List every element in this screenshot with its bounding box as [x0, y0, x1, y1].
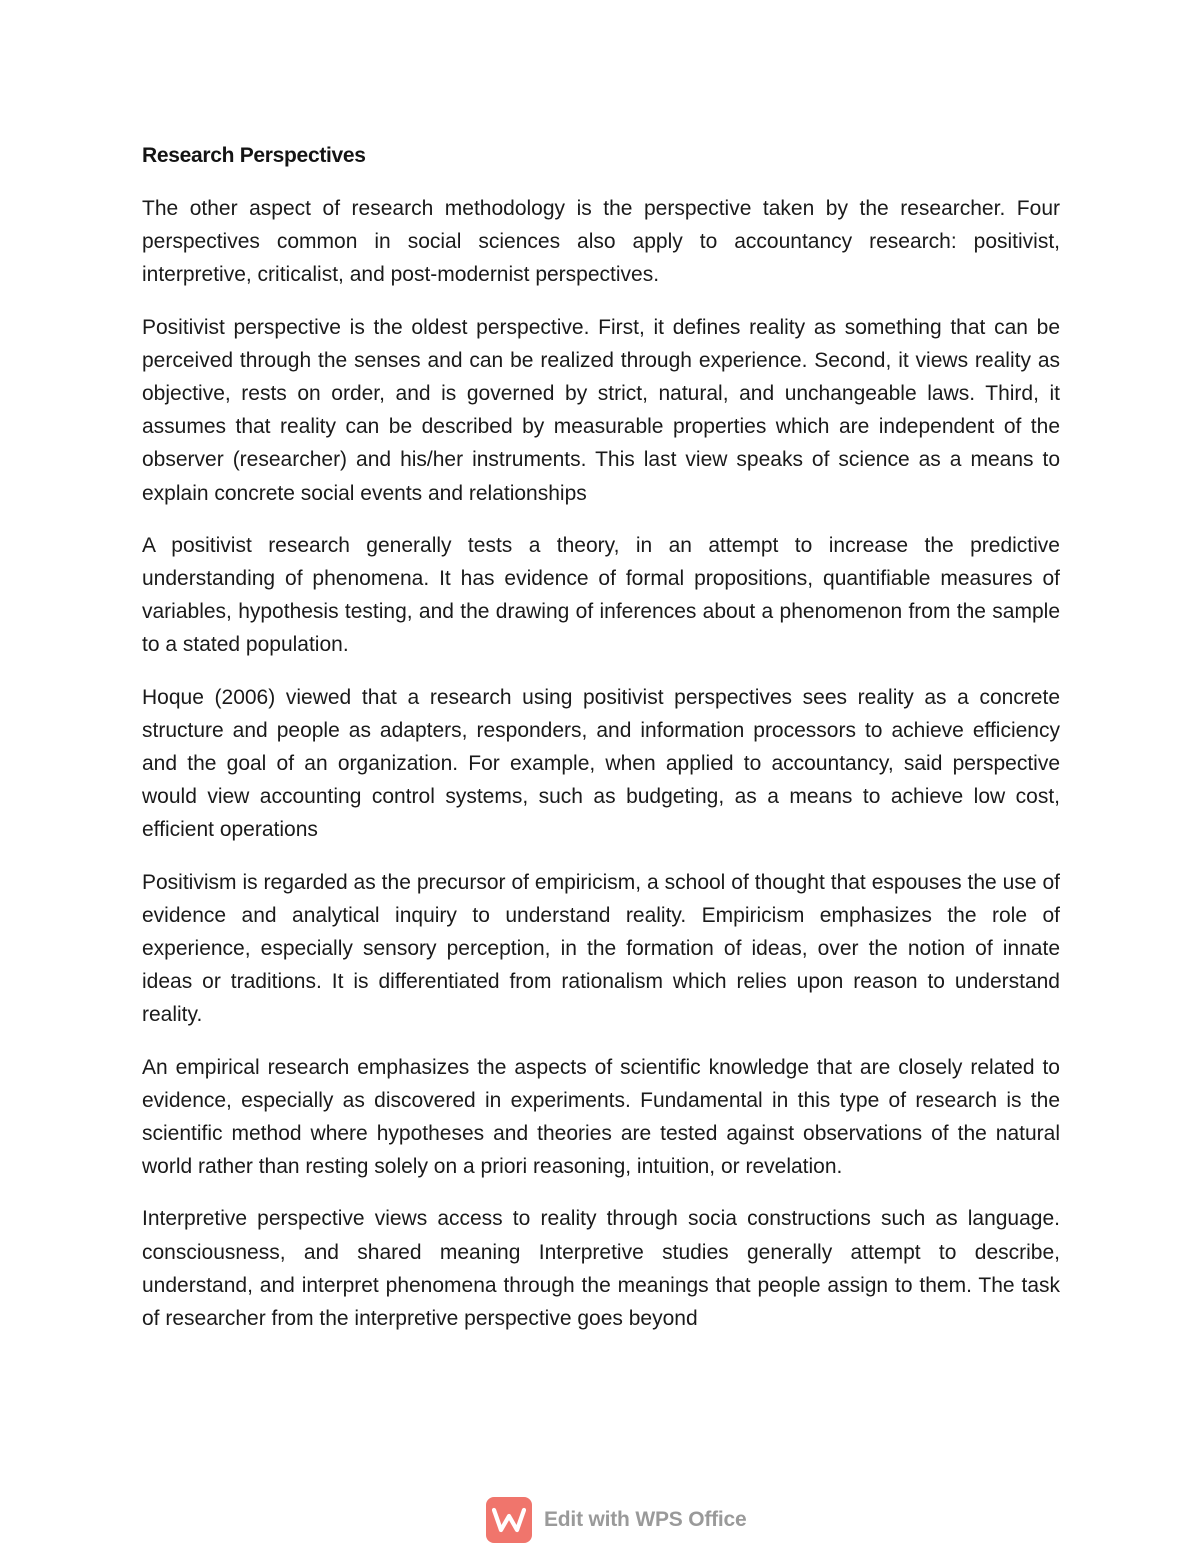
paragraph: An empirical research emphasizes the aspects of scientific knowledge that are closely related to evidence, especially as discovered in experiments. Fundamental in this type of research is the scientific method where hypotheses and theories are tested against observations of the natural world rather than resting solely on a priori reasoning, intuition, or revelation.: [142, 1055, 1060, 1179]
wps-edit-label: Edit with WPS Office: [544, 1508, 747, 1531]
paragraph: A positivist research generally tests a theory, in an attempt to increase the predictive understanding of phenomena. It has evidence of formal propositions, quantifiable measures of variables, hypothesis testing, and the drawing of inferences about a phenomenon from the sample to a stated population.: [142, 533, 1060, 657]
document-body: [142, 142, 1060, 1354]
paragraph: The other aspect of research methodology is the perspective taken by the researcher. Four perspectives common in social sciences also apply to accountancy research: positivist, interpretive, criticalist, and post-modernist perspectives.: [142, 197, 1060, 287]
wps-edit-badge[interactable]: [486, 1497, 747, 1543]
wps-logo-icon: [486, 1497, 532, 1543]
paragraph: Interpretive perspective views access to reality through socia constructions such as language. consciousness, and shared meaning Interpretive studies generally attempt to describe, understand, and interpret phenomena through the meanings that people assign to them. The task of researcher from the interpretive perspective goes beyond: [142, 1207, 1060, 1331]
paragraph: Positivism is regarded as the precursor of empiricism, a school of thought that espouses the use of evidence and analytical inquiry to understand reality. Empiricism emphasizes the role of experience, especially sensory perception, in the formation of ideas, over the notion of innate ideas or traditions. It is differentiated from rationalism which relies upon reason to understand reality.: [142, 870, 1060, 1027]
wps-w-glyph: [492, 1507, 526, 1533]
paragraph: Positivist perspective is the oldest perspective. First, it defines reality as something that can be perceived through the senses and can be realized through experience. Second, it views reality as objective, rests on order, and is governed by strict, natural, and unchangeable laws. Third, it assumes that reality can be described by measurable properties which are independent of the observer (researcher) and his/her instruments. This last view speaks of science as a means to explain concrete social events and relationships: [142, 315, 1060, 505]
page-title: Research Perspectives: [142, 144, 366, 167]
paragraph: Hoque (2006) viewed that a research using positivist perspectives sees reality as a concrete structure and people as adapters, responders, and information processors to achieve efficiency and the goal of an organization. For example, when applied to accountancy, said perspective would view accounting control systems, such as budgeting, as a means to achieve low cost, efficient operations: [142, 685, 1060, 842]
